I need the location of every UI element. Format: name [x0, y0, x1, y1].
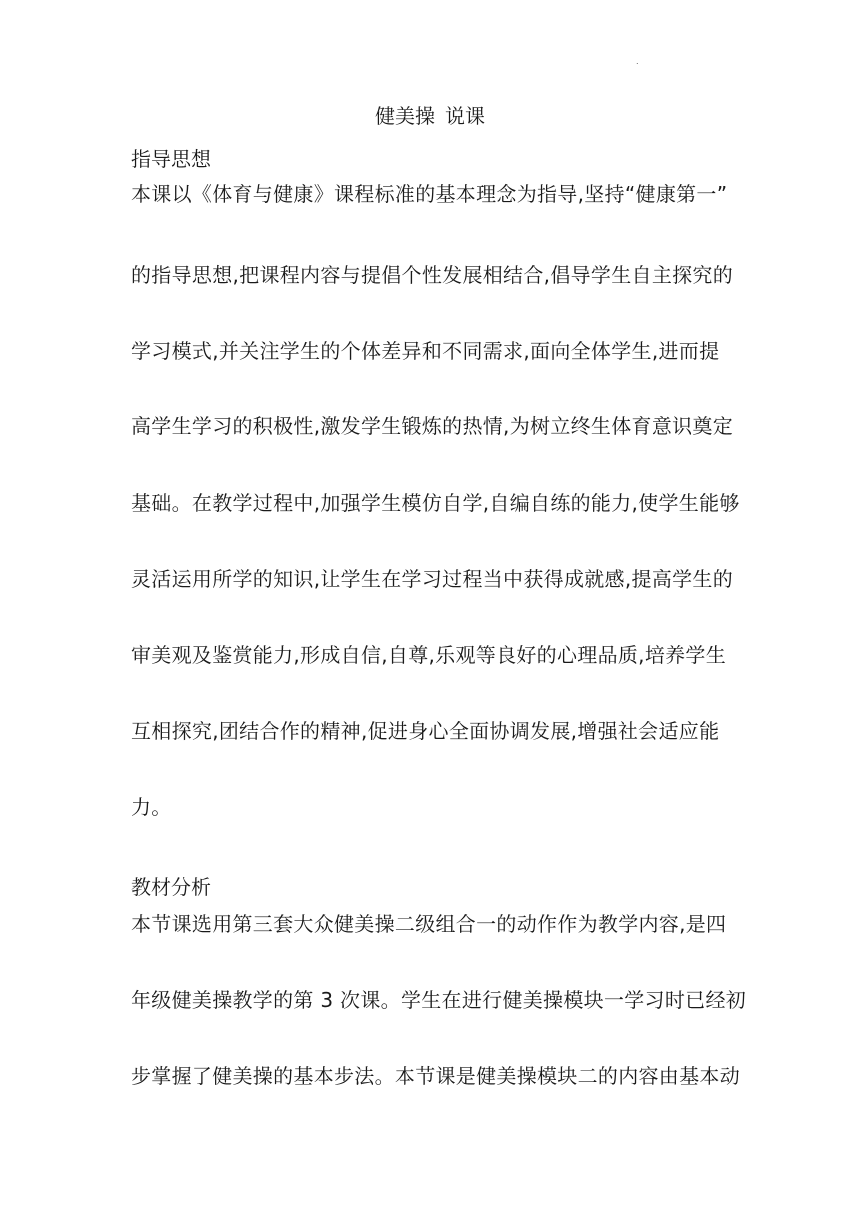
paragraph-line: 互相探究,团结合作的精神,促进身心全面协调发展,增强社会适应能: [131, 719, 720, 743]
paragraph-line: 审美观及鉴赏能力,形成自信,自尊,乐观等良好的心理品质,培养学生: [131, 643, 727, 667]
title-part-2: 说课: [445, 104, 485, 128]
paragraph-line: 的指导思想,把课程内容与提倡个性发展相结合,倡导学生自主探究的: [131, 263, 734, 287]
paragraph-line: 力。: [131, 795, 172, 819]
paragraph-line: 步掌握了健美操的基本步法。本节课是健美操模块二的内容由基本动: [131, 1064, 740, 1088]
page-marker: .: [636, 57, 639, 66]
paragraph-line: 本节课选用第三套大众健美操二级组合一的动作作为教学内容,是四: [131, 912, 727, 936]
paragraph-line: 学习模式,并关注学生的个体差异和不同需求,面向全体学生,进而提: [131, 339, 720, 363]
section-heading-textbook-analysis: 教材分析: [131, 875, 211, 899]
paragraph-line: 高学生学习的积极性,激发学生锻炼的热情,为树立终生体育意识奠定: [131, 414, 734, 438]
paragraph-line: 年级健美操教学的第 3 次课。学生在进行健美操模块一学习时已经初: [131, 988, 747, 1012]
paragraph-line: 本课以《体育与健康》课程标准的基本理念为指导,坚持“健康第一”: [131, 182, 728, 206]
section-heading-guiding-ideology: 指导思想: [131, 147, 211, 171]
paragraph-line: 基础。在教学过程中,加强学生模仿自学,自编自练的能力,使学生能够: [131, 491, 740, 515]
title-part-1: 健美操: [375, 104, 435, 128]
document-title: [0, 103, 860, 129]
paragraph-line: 灵活运用所学的知识,让学生在学习过程当中获得成就感,提高学生的: [131, 567, 734, 591]
